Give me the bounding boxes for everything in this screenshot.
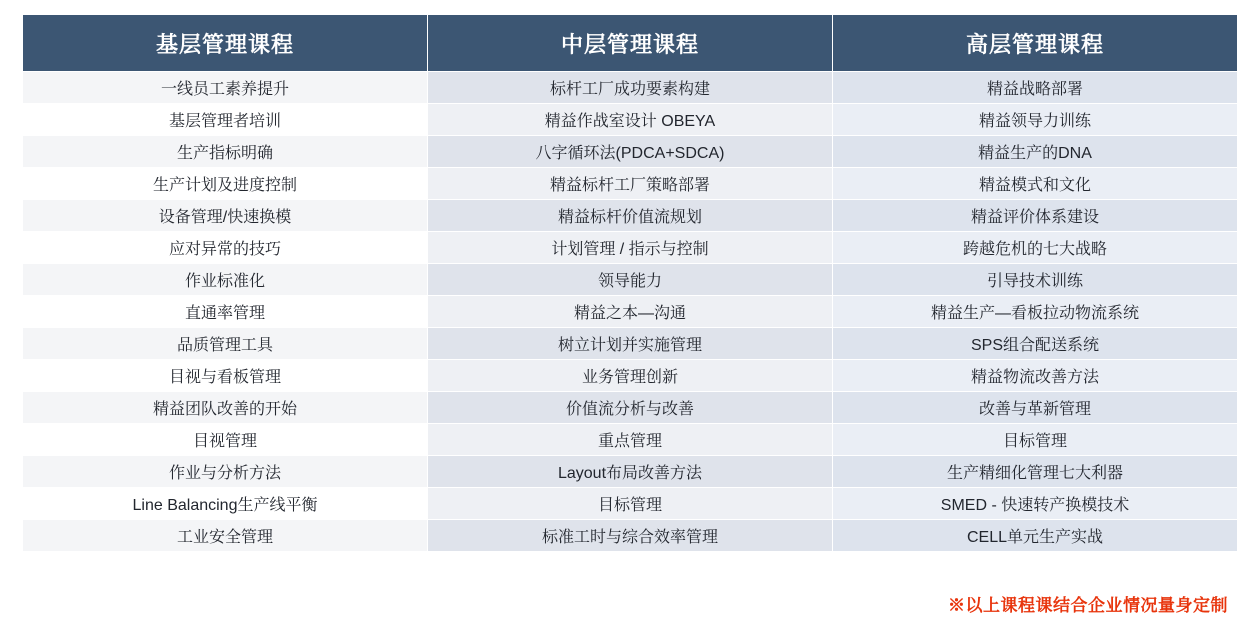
table-row: [23, 296, 1238, 328]
table-cell: 标杆工厂成功要素构建: [428, 72, 833, 104]
table-cell: 作业与分析方法: [23, 456, 428, 488]
table-cell: 价值流分析与改善: [428, 392, 833, 424]
table-cell: 精益战略部署: [833, 72, 1238, 104]
table-cell: 改善与革新管理: [833, 392, 1238, 424]
table-cell: 生产指标明确: [23, 136, 428, 168]
table-cell: 工业安全管理: [23, 520, 428, 552]
table-cell: 应对异常的技巧: [23, 232, 428, 264]
table-cell: 重点管理: [428, 424, 833, 456]
table-row: [23, 200, 1238, 232]
table-cell: 生产精细化管理七大利器: [833, 456, 1238, 488]
table-row: [23, 392, 1238, 424]
table-cell: 精益领导力训练: [833, 104, 1238, 136]
column-header-middle-level: 中层管理课程: [428, 15, 833, 72]
table-row: [23, 136, 1238, 168]
table-cell: 精益生产的DNA: [833, 136, 1238, 168]
course-table: [22, 14, 1238, 552]
table-cell: 精益物流改善方法: [833, 360, 1238, 392]
table-cell: 作业标准化: [23, 264, 428, 296]
table-cell: 精益作战室设计 OBEYA: [428, 104, 833, 136]
table-cell: 目视与看板管理: [23, 360, 428, 392]
table-cell: 计划管理 / 指示与控制: [428, 232, 833, 264]
table-body: [23, 72, 1238, 552]
table-cell: 领导能力: [428, 264, 833, 296]
table-cell: 跨越危机的七大战略: [833, 232, 1238, 264]
footnote: ※以上课程课结合企业情况量身定制: [948, 596, 1228, 615]
table-cell: 精益模式和文化: [833, 168, 1238, 200]
table-cell: 精益生产—看板拉动物流系统: [833, 296, 1238, 328]
table-cell: 业务管理创新: [428, 360, 833, 392]
table-cell: 精益之本—沟通: [428, 296, 833, 328]
table-cell: Line Balancing生产线平衡: [23, 488, 428, 520]
table-cell: 目标管理: [833, 424, 1238, 456]
table-header-row: [23, 15, 1238, 72]
table-cell: 标准工时与综合效率管理: [428, 520, 833, 552]
table-row: [23, 360, 1238, 392]
table-cell: 品质管理工具: [23, 328, 428, 360]
table-cell: 精益标杆工厂策略部署: [428, 168, 833, 200]
table-row: [23, 456, 1238, 488]
table-cell: SPS组合配送系统: [833, 328, 1238, 360]
table-cell: 引导技术训练: [833, 264, 1238, 296]
column-header-entry-level: 基层管理课程: [23, 15, 428, 72]
table-cell: 目标管理: [428, 488, 833, 520]
table-row: [23, 328, 1238, 360]
table-cell: 精益评价体系建设: [833, 200, 1238, 232]
table-row: [23, 424, 1238, 456]
table-row: [23, 72, 1238, 104]
table-row: [23, 520, 1238, 552]
table-cell: 树立计划并实施管理: [428, 328, 833, 360]
table-cell: 八字循环法(PDCA+SDCA): [428, 136, 833, 168]
table-row: [23, 488, 1238, 520]
table-row: [23, 264, 1238, 296]
table-cell: 目视管理: [23, 424, 428, 456]
table-cell: SMED - 快速转产换模技术: [833, 488, 1238, 520]
table-cell: Layout布局改善方法: [428, 456, 833, 488]
table-cell: 基层管理者培训: [23, 104, 428, 136]
table-row: [23, 168, 1238, 200]
table-row: [23, 232, 1238, 264]
table-cell: CELL单元生产实战: [833, 520, 1238, 552]
column-header-senior-level: 高层管理课程: [833, 15, 1238, 72]
table-header: [23, 15, 1238, 72]
table-row: [23, 104, 1238, 136]
table-cell: 一线员工素养提升: [23, 72, 428, 104]
table-cell: 设备管理/快速换模: [23, 200, 428, 232]
table-cell: 精益标杆价值流规划: [428, 200, 833, 232]
table-cell: 生产计划及进度控制: [23, 168, 428, 200]
table-cell: 直通率管理: [23, 296, 428, 328]
table-cell: 精益团队改善的开始: [23, 392, 428, 424]
